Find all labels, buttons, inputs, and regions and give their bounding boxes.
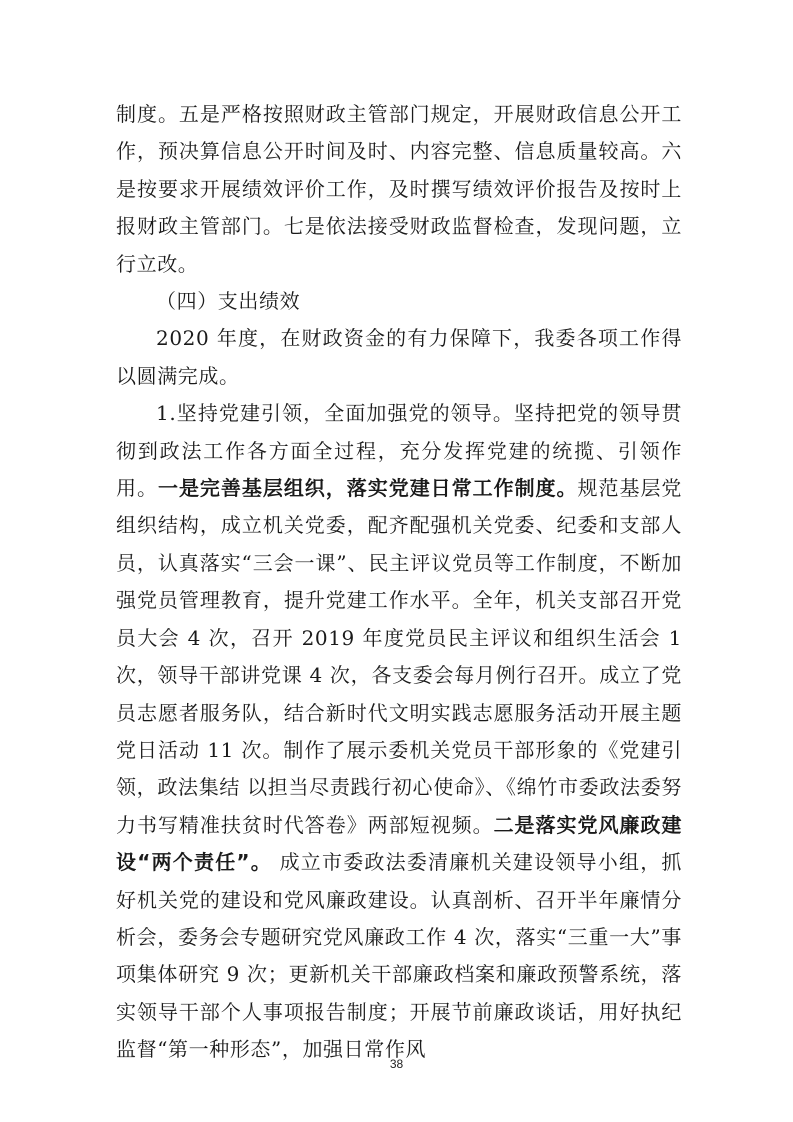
heading-text: （四）支出绩效 xyxy=(156,289,301,314)
body-text xyxy=(116,96,682,1069)
paragraph-annual-summary xyxy=(116,320,682,395)
text-run: 成立市委政法委清廉机关建设领导小组，抓好机关党的建设和党风廉政建设。认真剖析、召开半年廉情分析会，委务会专题研究党风廉政工作 4 次，落实“三重一大”事项集体研究 9 次；更新机关干部廉政档案和廉政预警系统，落实领导干部个人事项报告制度；开展节前廉政谈话，用好执纪监督“第一种形态”，加强日常作风 xyxy=(116,850,683,1062)
text-run: 规范基层党组织结构，成立机关党委，配齐配强机关党委、纪委和支部人员，认真落实“三会一课”、民主评议党员等工作制度，不断加强党员管理教育，提升党建工作水平。全年，机关支部召开党员大会 4 次，召开 2019 年度党员民主评议和组织生活会 1 次，领导干部讲党课 4 次，各支委会每月例行召开。成立了党员志愿者服务队，结合新时代文明实践志愿服务活动开展主题党日活动 11 次。制作了展示委机关党员干部形象的《党建引领，政法集结 以担当尽责践行初心使命》、《绵竹市委政法委努力书写精准扶贫时代答卷》两部短视频。 xyxy=(116,476,683,837)
text-run: 制度。五是严格按照财政主管部门规定，开展财政信息公开工作，预决算信息公开时间及时、内容完整、信息质量较高。六是按要求开展绩效评价工作，及时撰写绩效评价报告及按时上报财政主管部门。七是依法接受财政监督检查，发现问题，立行立改。 xyxy=(116,102,682,276)
page-number: 38 xyxy=(389,1057,404,1071)
section-heading-expenditure-performance xyxy=(116,283,682,320)
bold-text-run: 二是落实党风廉政建设“两个责任”。 xyxy=(116,812,682,875)
text-run: 1.坚持党建引领，全面加强党的领导。坚持把党的领导贯彻到政法工作各方面全过程，充分发挥党建的统揽、引领作用。 xyxy=(116,401,682,501)
bold-text-run: 一是完善基层组织，落实党建日常工作制度。 xyxy=(157,476,578,501)
text-run: 2020 年度，在财政资金的有力保障下，我委各项工作得以圆满完成。 xyxy=(116,326,682,388)
paragraph-party-building xyxy=(116,395,682,1068)
paragraph-finance-management xyxy=(116,96,682,283)
